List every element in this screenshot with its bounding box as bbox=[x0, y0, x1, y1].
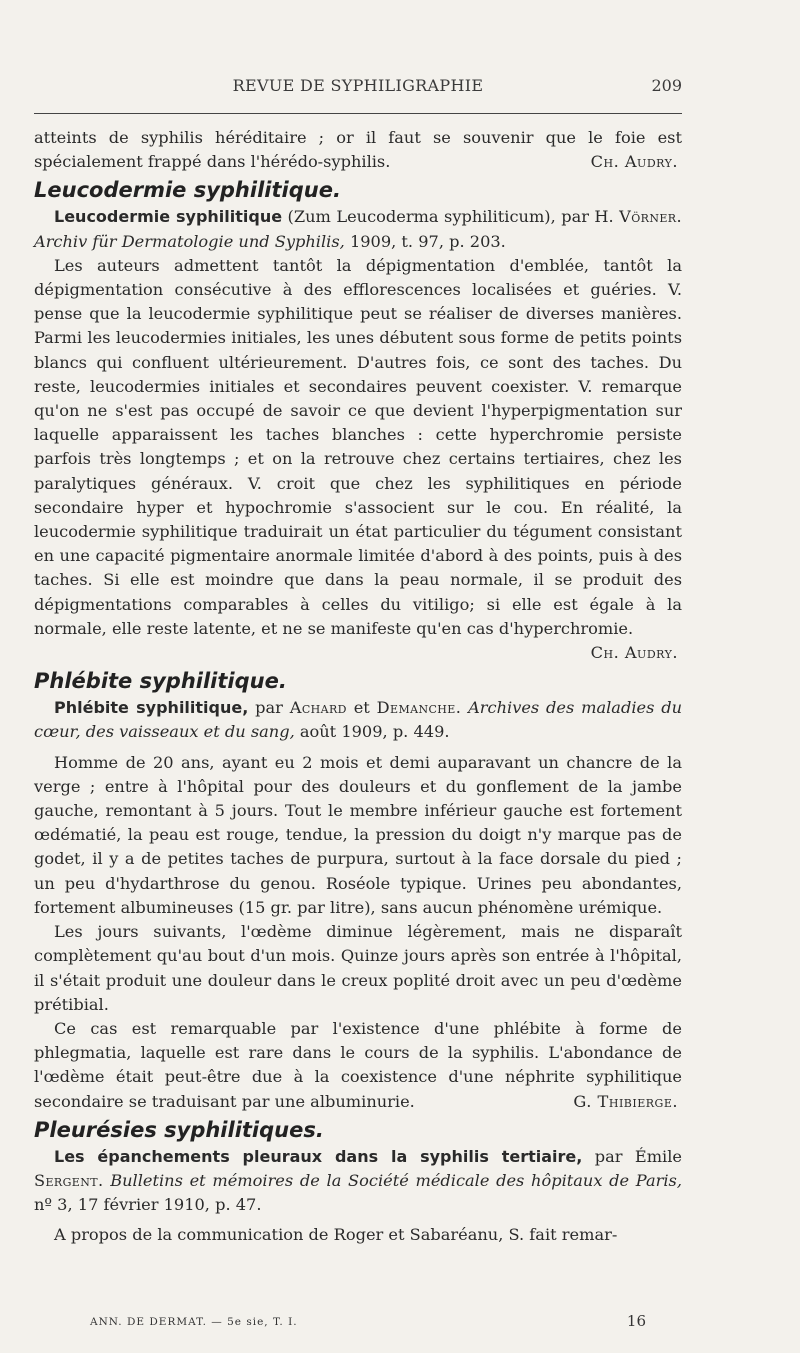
page-number: 209 bbox=[651, 76, 682, 95]
signature: Ch. Audry. bbox=[590, 643, 678, 663]
article-reference bbox=[34, 205, 682, 253]
reference-text: 1909, t. 97, p. 203. bbox=[344, 231, 506, 251]
paragraph: Les auteurs admettent tantôt la dépigmentation d'emblée, tantôt la dépigmentation consécutive à des efflorescences localisées et guéries. V. pense que la leucodermie syphilitique peut se réaliser de diverses manières. Parmi les leucodermies initiales, les unes débutent sous forme de petits points blancs qui confluent ultérieurement. D'autres fois, ce sont des taches. Du reste, leucodermies initiales et secondaires peuvent coexister. V. remarque qu'on ne s'est pas occupé de savoir ce que devient l'hyperpigmentation sur laquelle apparaissent les taches blanches : cette hyperchromie persiste parfois très longtemps ; et on la retrouve chez certains tertiaires, chez les paralytiques généraux. V. croit que chez les syphilitiques en période secondaire hyper et hypochromie s'associent sur le cou. En réalité, la leucodermie syphilitique traduirait un état particulier du tégument consistant en une capacité pigmentaire anormale limitée d'abord à des points, puis à des taches. Si elle est moindre que dans la peau normale, il se produit des dépigmentations comparables à celles du vitiligo; si elle est égale à la normale, elle reste latente, et ne se manifeste qu'en cas d'hyperchromie. bbox=[34, 255, 682, 638]
article-reference bbox=[34, 1145, 682, 1218]
section-title-leucodermie: Leucodermie syphilitique. bbox=[34, 178, 341, 203]
author-name: Demanche. bbox=[376, 698, 462, 718]
section-title-pleuresies: Pleurésies syphilitiques. bbox=[34, 1117, 324, 1142]
paragraph-text: Ce cas est remarquable par l'existence d'une phlébite à forme de phlegmatia, laquelle est rare dans le cours de la syphilis. L'abondance de l'œdème était peut-être due à la coexistence d'une néphrite syphilitique secondaire se traduisant par une albuminurie. bbox=[34, 1018, 682, 1111]
reference-text: août 1909, p. 449. bbox=[294, 722, 450, 742]
intro-signature: Ch. Audry. bbox=[590, 152, 678, 172]
journal-page bbox=[34, 0, 682, 1353]
running-title: REVUE DE SYPHILIGRAPHIE bbox=[232, 76, 484, 95]
article-title: Les épanchements pleuraux dans la syphilis tertiaire, bbox=[54, 1146, 583, 1166]
header-rule bbox=[34, 113, 682, 114]
paragraph: Homme de 20 ans, ayant eu 2 mois et demi auparavant un chancre de la verge ; entre à l'hôpital pour des douleurs et du gonflement de la jambe gauche, remontant à 5 jours. Tout le membre inférieur gauche est fortement œdématié, la peau est rouge, tendue, la pression du doigt n'y marque pas de godet, il y a de petites taches de purpura, surtout à la face dorsale du pied ; un peu d'hydarthrose du genou. Roséole typique. Urines peu abondantes, fortement albumineuses (15 gr. par litre), sans aucun phénomène urémique. bbox=[34, 752, 682, 917]
section-title-phlebite: Phlébite syphilitique. bbox=[34, 669, 287, 694]
reference-text: par Émile bbox=[582, 1146, 682, 1166]
paragraph bbox=[34, 1017, 682, 1114]
article-reference bbox=[34, 696, 682, 744]
page-body bbox=[34, 126, 682, 1248]
footer-sheet-number: 16 bbox=[626, 1312, 646, 1330]
journal-name: Bulletins et mémoires de la Société médicale des hôpitaux de Paris, bbox=[103, 1170, 682, 1190]
journal-name: Archives des maladies du cœur, des vaisseaux et du sang, bbox=[34, 698, 682, 742]
journal-name: Archiv für Dermatologie und Syphilis, bbox=[34, 231, 345, 251]
footer-signature-mark: ANN. DE DERMAT. — 5e sie, T. I. bbox=[90, 1316, 298, 1328]
article-title: Phlébite syphilitique, bbox=[54, 698, 249, 718]
author-name: Achard bbox=[289, 698, 347, 718]
reference-text: par bbox=[248, 698, 290, 718]
reference-text: nº 3, 17 février 1910, p. 47. bbox=[34, 1195, 262, 1215]
reference-text: et bbox=[346, 698, 377, 718]
article-title: Leucodermie syphilitique bbox=[54, 207, 283, 227]
signature: G. Thibierge. bbox=[573, 1091, 678, 1111]
author-name: Vörner. bbox=[619, 207, 683, 227]
page-header bbox=[34, 76, 682, 100]
intro-text: atteints de syphilis héréditaire ; or il faut se souvenir que le foie est spécialement frappé dans l'hérédo-syphilis. bbox=[34, 128, 682, 172]
reference-text: (Zum Leucoderma syphiliticum), par H. bbox=[282, 207, 620, 227]
paragraph: A propos de la communication de Roger et Sabaréanu, S. fait remar- bbox=[54, 1225, 618, 1245]
intro-paragraph bbox=[34, 126, 682, 174]
author-name: Sergent. bbox=[34, 1170, 104, 1190]
paragraph: Les jours suivants, l'œdème diminue légèrement, mais ne disparaît complètement qu'au bout d'un mois. Quinze jours après son entrée à l'hôpital, il s'était produit une douleur dans le creux poplité droit avec un peu d'œdème prétibial. bbox=[34, 922, 682, 1014]
